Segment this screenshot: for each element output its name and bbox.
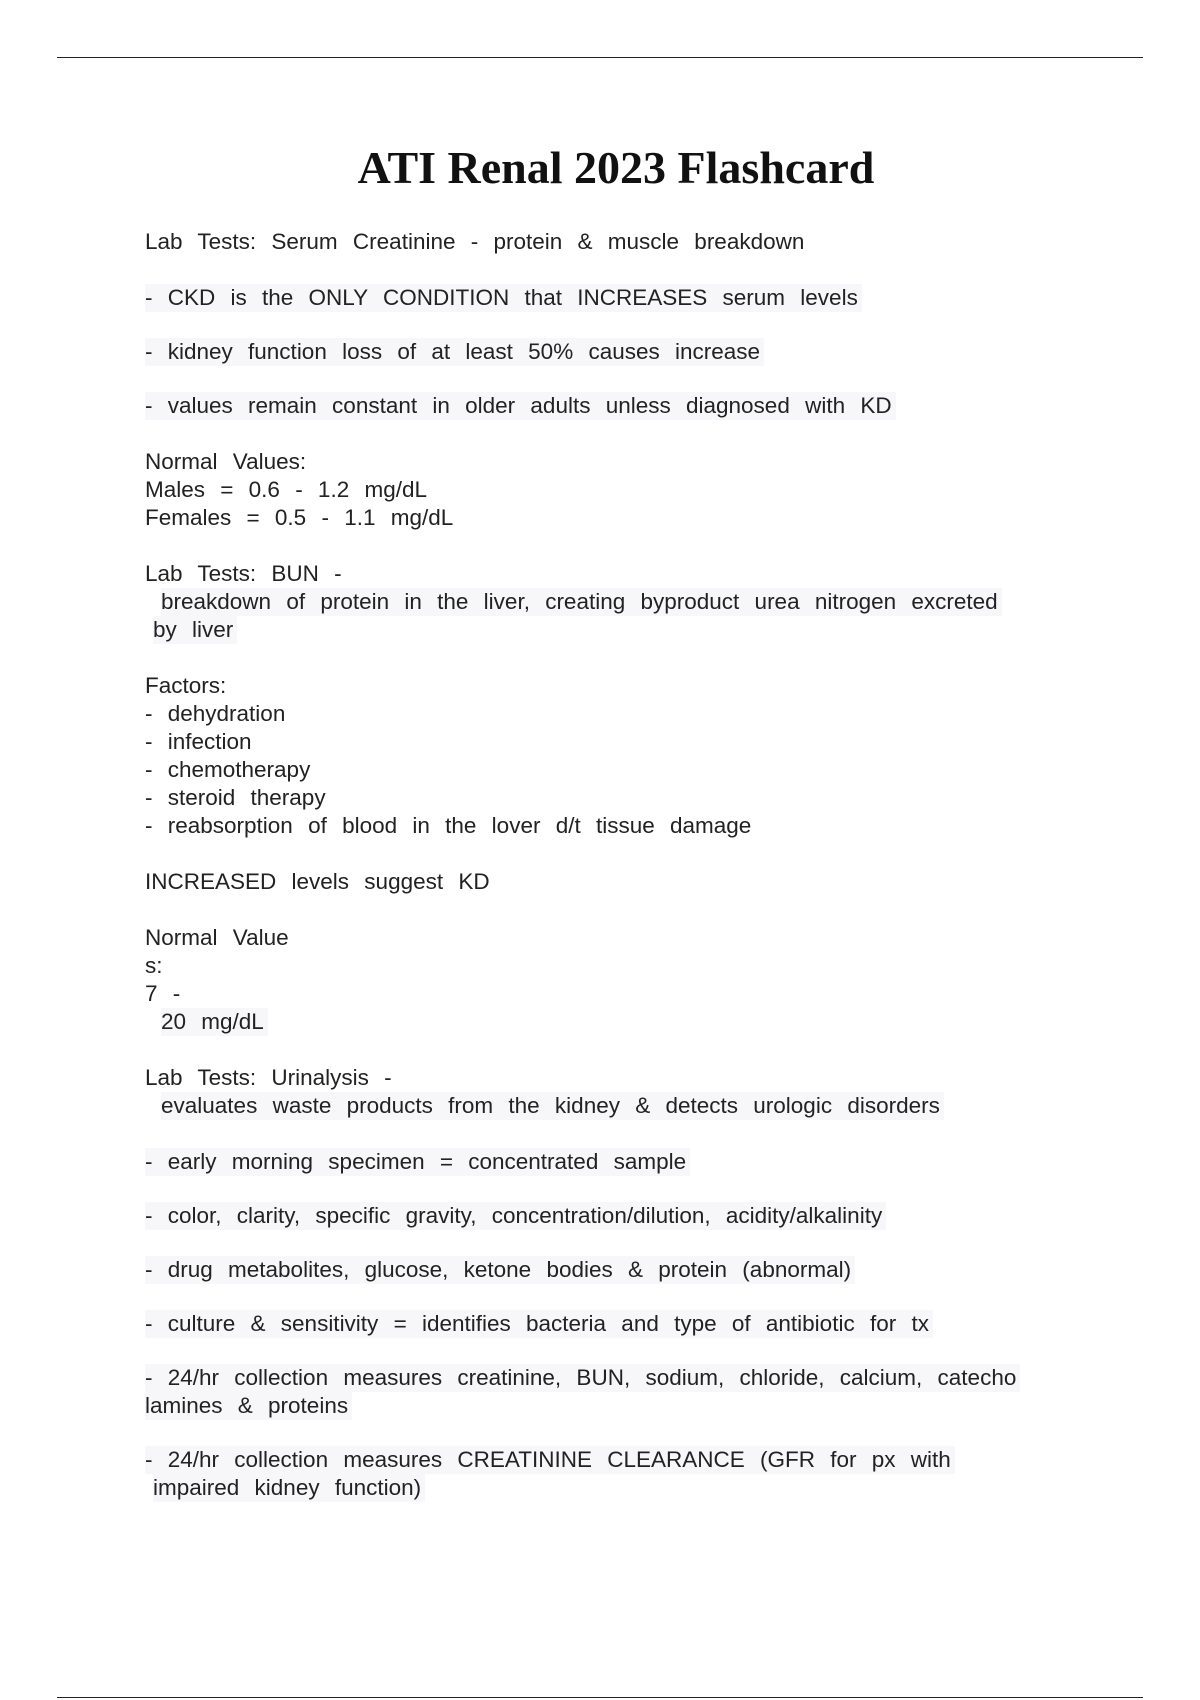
urinalysis-point: - early morning specimen = concentrated sample [145,1148,690,1176]
urinalysis-clearance-point: - 24/hr collection measures CREATININE CLEARANCE (GFR for px with [145,1446,955,1474]
urinalysis-heading: Lab Tests: Urinalysis - [145,1065,392,1090]
top-rule [57,57,1143,58]
bun-factor-item: - infection [145,729,252,754]
urinalysis-collection-point-cont: lamines & proteins [145,1392,352,1420]
urinalysis-clearance-point-cont: impaired kidney function) [153,1474,425,1502]
bun-factor-item: - steroid therapy [145,785,326,810]
urinalysis-point: - color, clarity, specific gravity, concentration/dilution, acidity/alkalinity [145,1202,886,1230]
creatinine-point: - kidney function loss of at least 50% causes increase [145,338,764,366]
creatinine-point: - values remain constant in older adults unless diagnosed with KD [145,392,896,420]
creatinine-normal-label: Normal Values: [145,449,307,474]
creatinine-heading: Lab Tests: Serum Creatinine - protein & muscle breakdown [145,229,805,254]
creatinine-section [145,228,1085,256]
bun-factor-item: - chemotherapy [145,757,311,782]
bun-normal-label: Normal Value [145,925,289,950]
bun-factor-item: - reabsorption of blood in the lover d/t tissue damage [145,813,752,838]
flashcard-content [145,228,1085,1502]
bottom-rule [57,1697,1143,1698]
bun-normal-range-end: 20 mg/dL [161,1008,268,1036]
bun-factors-label: Factors: [145,673,227,698]
urinalysis-point: - culture & sensitivity = identifies bacteria and type of antibiotic for tx [145,1310,933,1338]
bun-normal-label-cont: s: [145,953,163,978]
bun-normal-range-start: 7 - [145,981,181,1006]
urinalysis-collection-point: - 24/hr collection measures creatinine, BUN, sodium, chloride, calcium, catecho [145,1364,1020,1392]
creatinine-normal-males: Males = 0.6 - 1.2 mg/dL [145,477,427,502]
bun-factor-item: - dehydration [145,701,286,726]
urinalysis-description: evaluates waste products from the kidney & detects urologic disorders [161,1092,944,1120]
urinalysis-point: - drug metabolites, glucose, ketone bodies & protein (abnormal) [145,1256,855,1284]
bun-description-cont: by liver [153,616,237,644]
creatinine-point: - CKD is the ONLY CONDITION that INCREASES serum levels [145,284,862,312]
bun-description: breakdown of protein in the liver, creating byproduct urea nitrogen excreted [161,588,1002,616]
bun-increased-note: INCREASED levels suggest KD [145,869,490,894]
creatinine-normal-females: Females = 0.5 - 1.1 mg/dL [145,505,454,530]
page-title: ATI Renal 2023 Flashcard [357,142,875,193]
bun-heading: Lab Tests: BUN - [145,561,342,586]
